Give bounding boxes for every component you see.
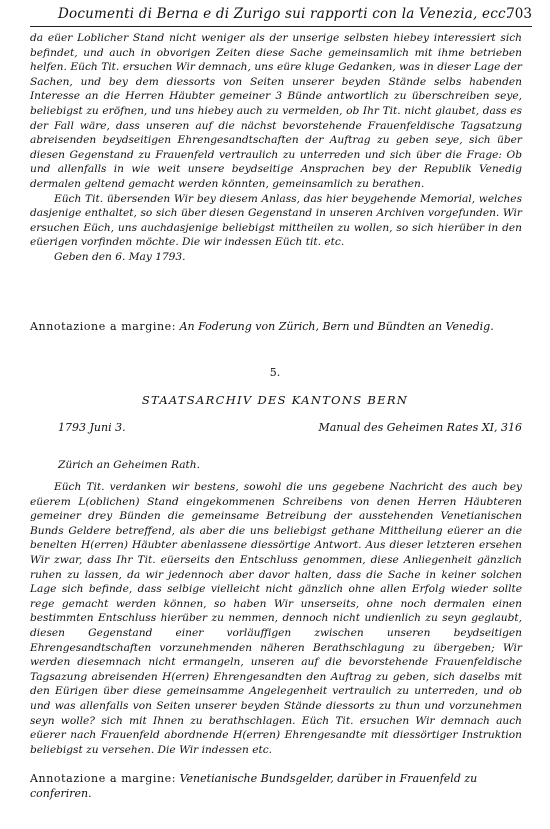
annotation-label: Annotazione a margine: bbox=[30, 320, 177, 333]
annotation-text: An Foderung von Zürich, Bern und Bündten an Venedig. bbox=[179, 320, 494, 333]
header-rule bbox=[30, 26, 532, 27]
annotation-label: Annotazione a margine: bbox=[30, 772, 177, 785]
page-number: 703 bbox=[506, 6, 532, 22]
doc4-annotation bbox=[30, 320, 522, 335]
doc4-body bbox=[30, 31, 522, 265]
annotation-text: Venetianische Bundsgelder, darüber in Frauenfeld zu conferiren. bbox=[30, 772, 478, 800]
archive-heading: STAATSARCHIV DES KANTONS BERN bbox=[141, 393, 409, 407]
running-title: Documenti di Berna e di Zurigo sui rapporti con la Venezia, ecc. bbox=[58, 6, 511, 22]
document-number: 5. bbox=[269, 366, 281, 379]
doc5-annotation bbox=[30, 772, 522, 801]
doc4-paragraph-1: da eüer Loblicher Stand nicht weniger als der unserige selbsten hiebey interessiert sich befindet, und auch in obvorigen Zeiten diese Sache gemeinsamlich mit ihme betrieben helfen. Eüch Tit. ersuchen Wir demnach, uns eüre kluge Gedanken, was in dieser Lage der Sachen, und bey dem diessorts von Seiten unserer beyden Stände selbs habenden Interesse an die Herren Häubter gemeiner 3 Bünde antwortlich zu überschreiben seye, beliebigst zu eröfnen, und uns hiebey auch zu vermelden, ob Ihr Tit. nicht glaubet, dass es der Fall wäre, dass unseren auf die nächst bevorstehende Frauenfeldische Tagsatzung abreisenden beydseitigen Ehrengesandtschaften der Auftrag zu geben seye, sich über diesen Gegenstand zu Frauenfeld vertraulich zu unterreden und sich über die Frage: Ob und allenfalls in wie weit unsere beydseitige Ansprachen bey der Republik Venedig dermalen geltend gemacht werden könnten, gemeinsamlich zu berathen. bbox=[30, 32, 522, 190]
running-head bbox=[58, 6, 532, 26]
doc5-body bbox=[30, 480, 522, 757]
doc5-paragraph: Eüch Tit. verdanken wir bestens, sowohl die uns gegebene Nachricht des auch bey eüerem L(oblichen) Stand eingekommenen Schreibens von denen Herren Häubteren gemeiner drey Bünden die gemeinsame Betreibung der ausstehenden Venetianischen Bunds Geldere betreffend, als aber die uns beliebigst gethane Mittheilung eüerer an die benelten H(erren) Häubter abenlassene diessörtige Antwort. Aus dieser letzteren ersehen Wir zwar, dass Ihr Tit. eüerseits den Entschluss genommen, diese Anliegenheit gänzlich ruhen zu lassen, da wir jedennoch aber davor halten, dass die Sache in keiner solchen Lage sich befinde, dass selbige vielleicht nicht gänzlich ohne allen Erfolg wieder sollte rege gemacht werden können, so haben Wir unserseits, ohne noch dermalen einen bestimmten Entschluss hierüber zu nemmen, dennoch nicht undienlich zu seyn geglaubt, diesen Gegenstand einer vorläuffigen zwischen unseren beydseitigen Ehrengesandtschaften vorzunehmenden näheren Berathschlagung zu übergeben; Wir werden diesemnach nicht ermangeln, unseren auf die bevorstehende Frauenfeldische Tagsazung abreisenden H(erren) Ehrengesandten den Auftrag zu geben, sich daselbs mit den Eürigen über diese gemeinsamme Angelegenheit vertraulich zu unterreden, und ob und was allenfalls von Seiten unserer beyden Stände diessorts zu thun und vorzunehmen seyn wolle? sich mit Ihnen zu berathschlagen. Eüch Tit. ersuchen Wir demnach auch eüerer nach Frauenfeld abordnende H(erren) Ehrengesandte mit diessörtiger Instruktion beliebigst zu versehen. Die Wir indessen etc. bbox=[30, 481, 522, 756]
document-date: 1793 Juni 3. bbox=[58, 421, 126, 434]
doc4-paragraph-2: Eüch Tit. übersenden Wir bey diesem Anlass, das hier beygehende Memorial, welches dasjenige enthaltet, so sich über diesen Gegenstand in unseren Archiven vorgefunden. Wir ersuchen Eüch, uns auchdasjenige beliebigst mittheilen zu wollen, so sich hierüber in den eüerigen vorfinden möchte. Die wir indessen Eüch tit. etc. bbox=[30, 192, 522, 249]
salutation: Zürich an Geheimen Rath. bbox=[58, 459, 200, 471]
document-source: Manual des Geheimen Rates XI, 316 bbox=[318, 421, 522, 434]
doc4-closing: Geben den 6. May 1793. bbox=[54, 250, 186, 263]
